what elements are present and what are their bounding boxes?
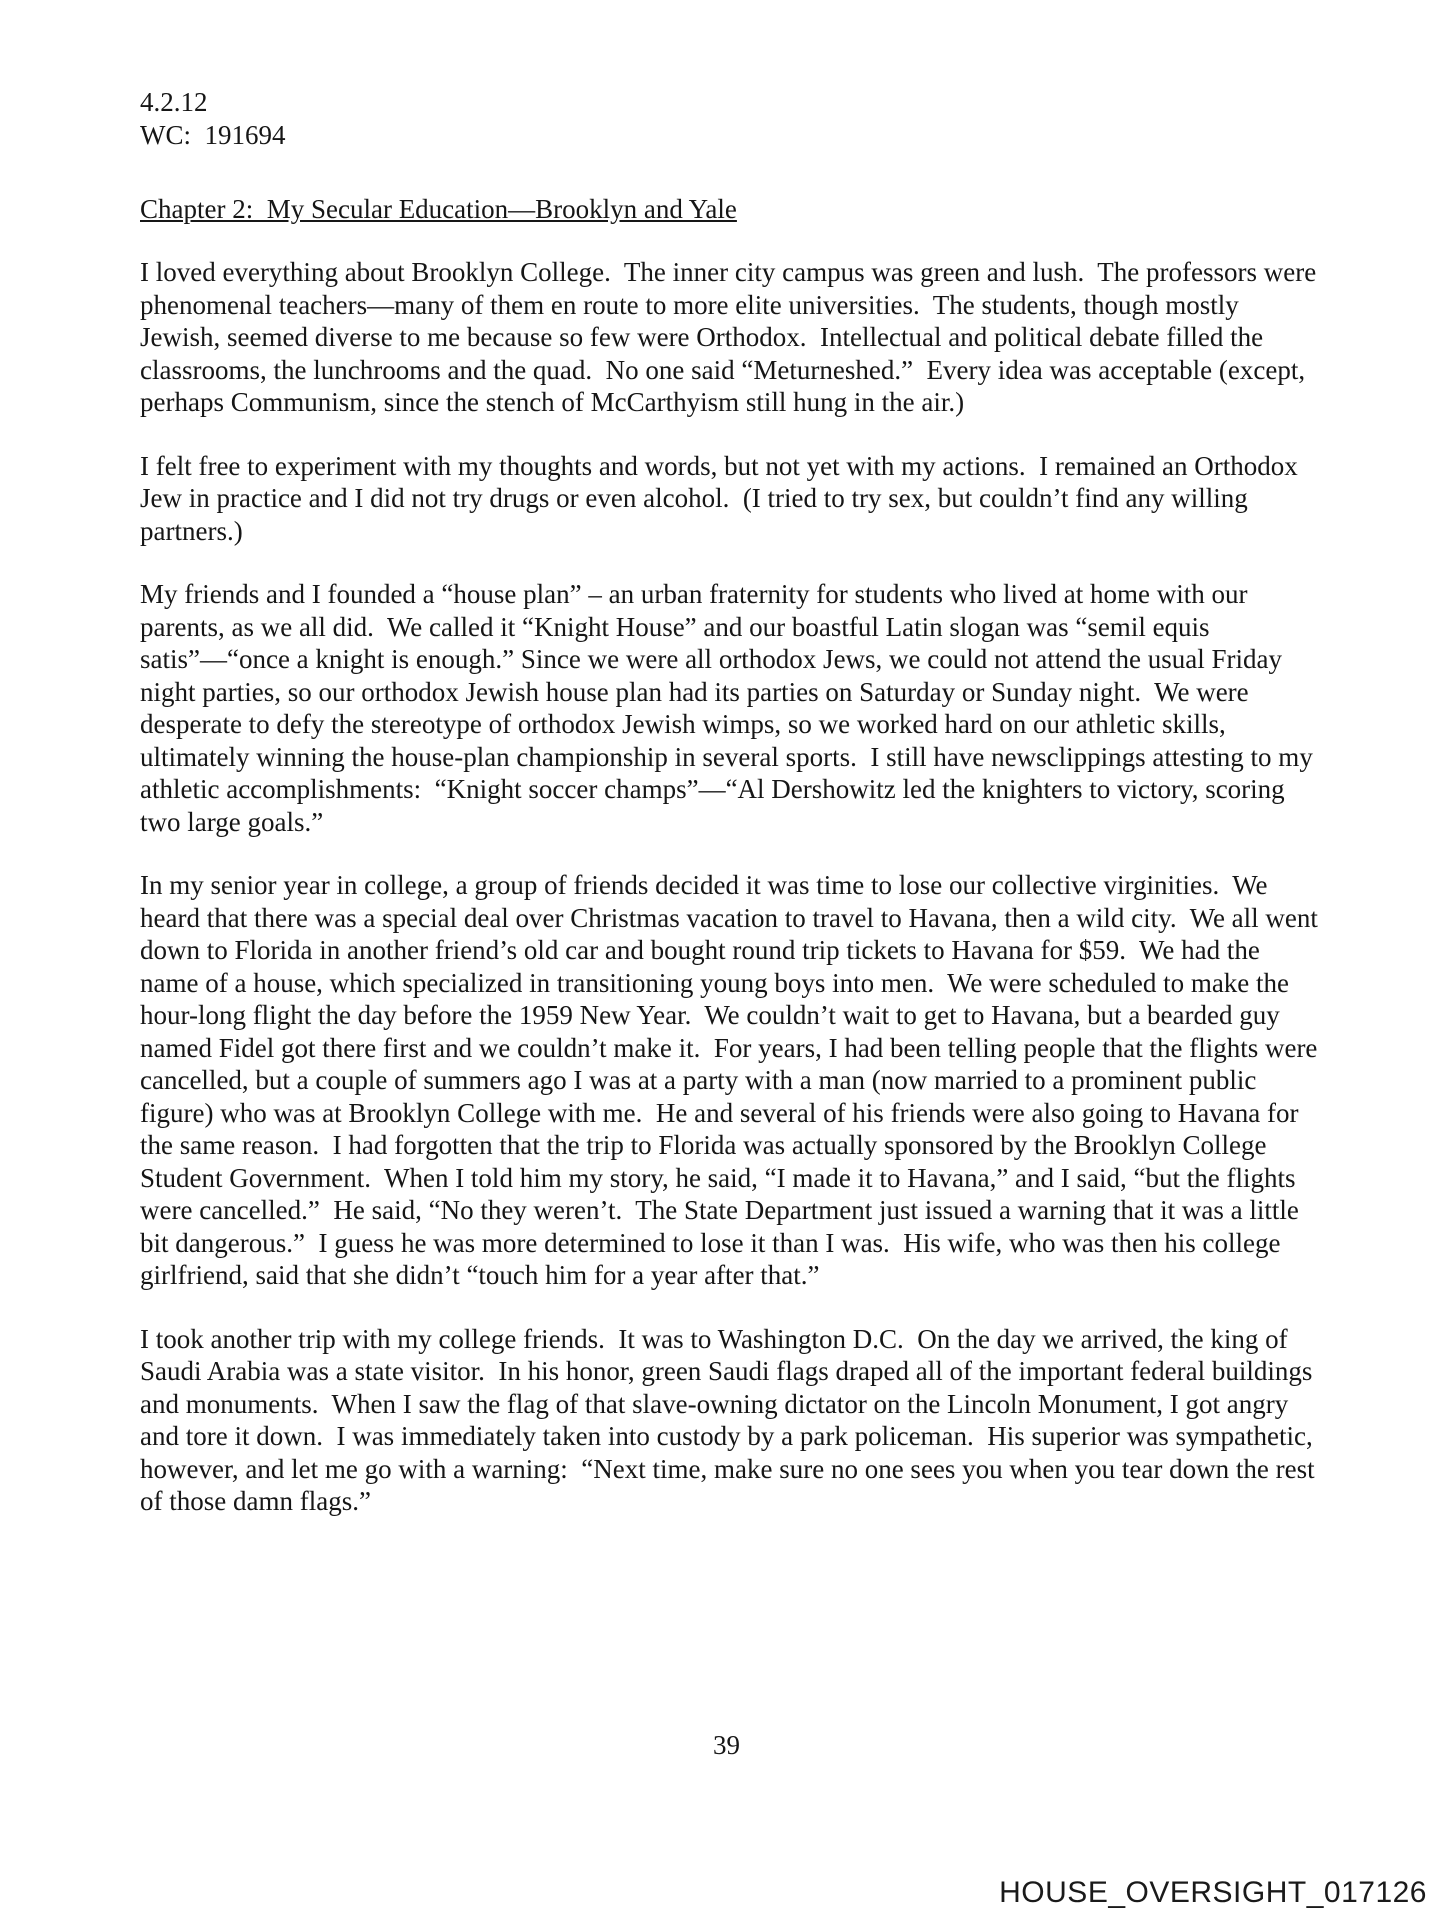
paragraph-experiment: I felt free to experiment with my thoughts and words, but not yet with my actions. I remained an Orthodox Jew in practice and I did not try drugs or even alcohol. (I tried to try sex, but couldn’t find any willing partners.) xyxy=(140,450,1305,546)
document-header xyxy=(140,86,1325,152)
paragraph-house-plan: My friends and I founded a “house plan” – an urban fraternity for students who lived at home with our parents, as we all did. We called it “Knight House” and our boastful Latin slogan was “semil equis satis”—“once a knight is enough.” Since we were all orthodox Jews, we could not attend the usual Friday night parties, so our orthodox Jewish house plan had its parties on Saturday or Sunday night. We were desperate to defy the stereotype of orthodox Jewish wimps, so we worked hard on our athletic skills, ultimately winning the house-plan championship in several sports. I still have newsclippings attesting to my athletic accomplishments: “Knight soccer champs”—“Al Dershowitz led the knighters to victory, scoring two large goals.” xyxy=(140,579,1320,837)
header-word-count-line: WC: 191694 xyxy=(140,120,286,150)
document-content xyxy=(140,86,1325,1518)
bates-stamp: HOUSE_OVERSIGHT_017126 xyxy=(999,1876,1427,1909)
page-number: 39 xyxy=(713,1730,740,1760)
paragraph-washington-trip: I took another trip with my college friends. It was to Washington D.C. On the day we arrived, the king of Saudi Arabia was a state visitor. In his honor, green Saudi flags draped all of the important federal buildings and monuments. When I saw the flag of that slave-owning dictator on the Lincoln Monument, I got angry and tore it down. I was immediately taken into custody by a park policeman. His superior was sympathetic, however, and let me go with a warning: “Next time, make sure no one sees you when you tear down the rest of those damn flags.” xyxy=(140,1323,1322,1516)
chapter-title: Chapter 2: My Secular Education—Brooklyn and Yale xyxy=(140,194,737,224)
paragraph-havana-trip: In my senior year in college, a group of friends decided it was time to lose our collective virginities. We heard that there was a special deal over Christmas vacation to travel to Havana, then a wild city. We all went down to Florida in another friend’s old car and bought round trip tickets to Havana for $59. We had the name of a house, which specialized in transitioning young boys into men. We were scheduled to make the hour-long flight the day before the 1959 New Year. We couldn’t wait to get to Havana, but a bearded guy named Fidel got there first and we couldn’t make it. For years, I had been telling people that the flights were cancelled, but a couple of summers ago I was at a party with a man (now married to a prominent public figure) who was at Brooklyn College with me. He and several of his friends were also going to Havana for the same reason. I had forgotten that the trip to Florida was actually sponsored by the Brooklyn College Student Government. When I told him my story, he said, “I made it to Havana,” and I said, “but the flights were cancelled.” He said, “No they weren’t. The State Department just issued a warning that it was a little bit dangerous.” I guess he was more determined to lose it than I was. His wife, who was then his college girlfriend, said that she didn’t “touch him for a year after that.” xyxy=(140,870,1325,1290)
paragraph-brooklyn-college: I loved everything about Brooklyn College. The inner city campus was green and lush. The professors were phenomenal teachers—many of them en route to more elite universities. The students, though mostly Jewish, seemed diverse to me because so few were Orthodox. Intellectual and political debate filled the classrooms, the lunchrooms and the quad. No one said “Meturneshed.” Every idea was acceptable (except, perhaps Communism, since the stench of McCarthyism still hung in the air.) xyxy=(140,257,1323,417)
header-date-line: 4.2.12 xyxy=(140,87,208,117)
